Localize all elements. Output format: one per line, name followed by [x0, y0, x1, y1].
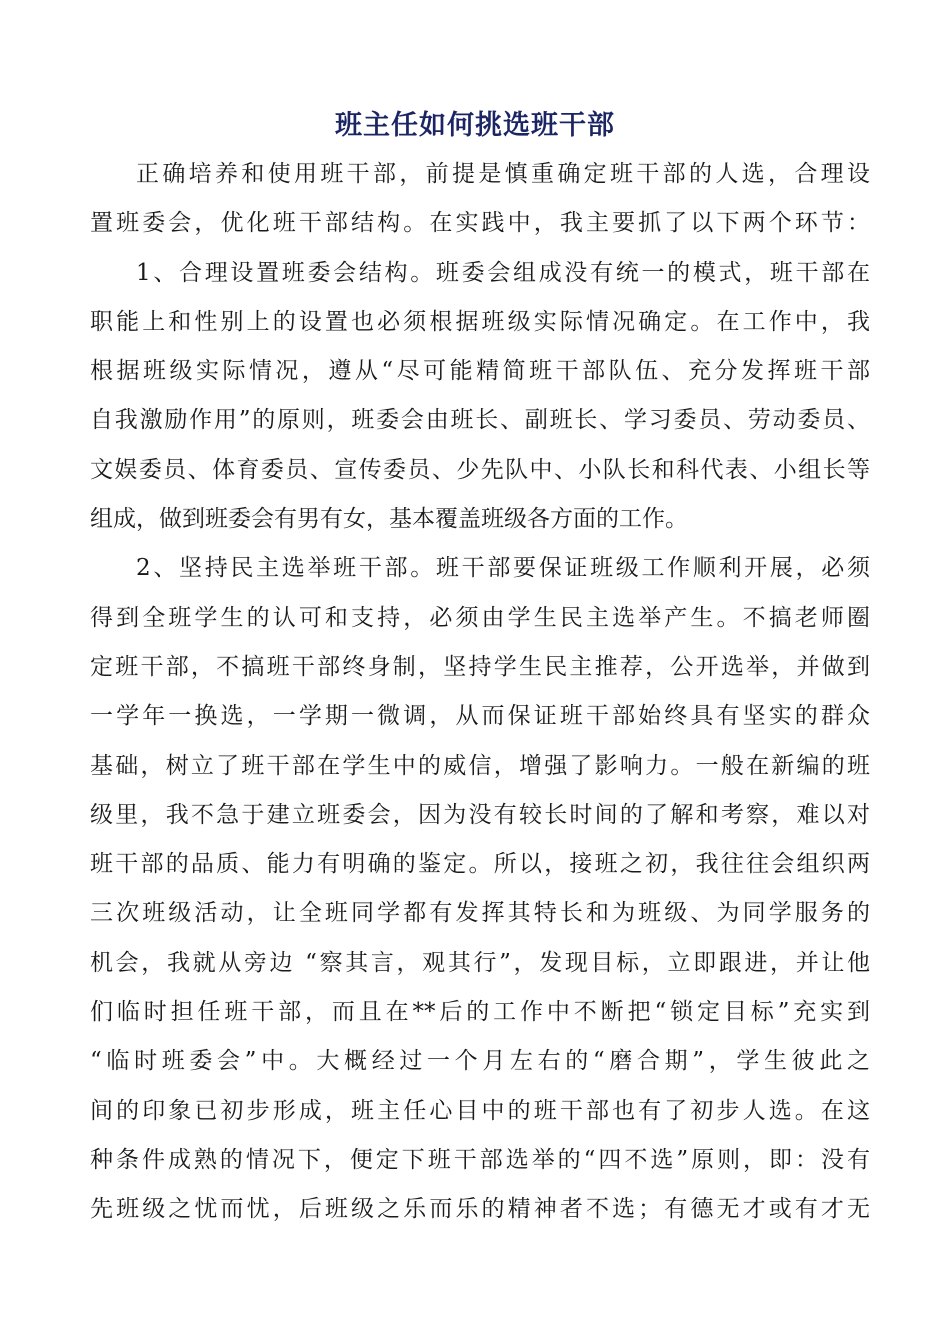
paragraph-line: 自我激励作用”的原则，班委会由班长、副班长、学习委员、劳动委员、 [90, 407, 870, 434]
paragraph-line: 基础，树立了班干部在学生中的威信，增强了影响力。一般在新编的班 [90, 752, 870, 779]
paragraph-line: 定班干部，不搞班干部终身制，坚持学生民主推荐，公开选举，并做到 [90, 653, 870, 680]
paragraph-line: 一学年一换选，一学期一微调，从而保证班干部始终具有坚实的群众 [90, 703, 870, 730]
paragraph-line: 组成，做到班委会有男有女，基本覆盖班级各方面的工作。 [90, 506, 688, 533]
paragraph-line: 间的印象已初步形成，班主任心目中的班干部也有了初步人选。在这 [90, 1097, 870, 1124]
paragraph-line: 正确培养和使用班干部，前提是慎重确定班干部的人选，合理设 [136, 161, 870, 187]
paragraph-line: 置班委会，优化班干部结构。在实践中，我主要抓了以下两个环节： [90, 210, 870, 237]
paragraph-line: 机会，我就从旁边 “察其言，观其行”，发现目标，立即跟进，并让他 [90, 949, 870, 976]
paragraph-line: 职能上和性别上的设置也必须根据班级实际情况确定。在工作中，我 [90, 308, 870, 335]
document-title: 班主任如何挑选班干部 [335, 110, 615, 141]
paragraph-line: 班干部的品质、能力有明确的鉴定。所以，接班之初，我往往会组织两 [90, 851, 870, 878]
paragraph-line: 们临时担任班干部，而且在**后的工作中不断把“锁定目标”充实到 [90, 999, 870, 1026]
paragraph-line: 种条件成熟的情况下，便定下班干部选举的“四不选”原则，即：没有 [90, 1146, 870, 1173]
paragraph-line: 得到全班学生的认可和支持，必须由学生民主选举产生。不搞老师圈 [90, 604, 870, 631]
paragraph-line: 文娱委员、体育委员、宣传委员、少先队中、小队长和科代表、小组长等 [90, 456, 870, 483]
paragraph-line: 1、合理设置班委会结构。班委会组成没有统一的模式，班干部在 [136, 259, 870, 286]
paragraph-line: 根据班级实际情况，遵从“尽可能精简班干部队伍、充分发挥班干部 [90, 358, 870, 385]
document-body [90, 150, 870, 1235]
paragraph-line: 级里，我不急于建立班委会，因为没有较长时间的了解和考察，难以对 [90, 801, 870, 828]
paragraph-line: 2、坚持民主选举班干部。班干部要保证班级工作顺利开展，必须 [136, 555, 870, 582]
paragraph-line: 三次班级活动，让全班同学都有发挥其特长和为班级、为同学服务的 [90, 900, 870, 927]
paragraph-line: “临时班委会”中。大概经过一个月左右的“磨合期”，学生彼此之 [90, 1048, 870, 1075]
paragraph-line: 先班级之忧而忧，后班级之乐而乐的精神者不选；有德无才或有才无 [90, 1196, 870, 1223]
